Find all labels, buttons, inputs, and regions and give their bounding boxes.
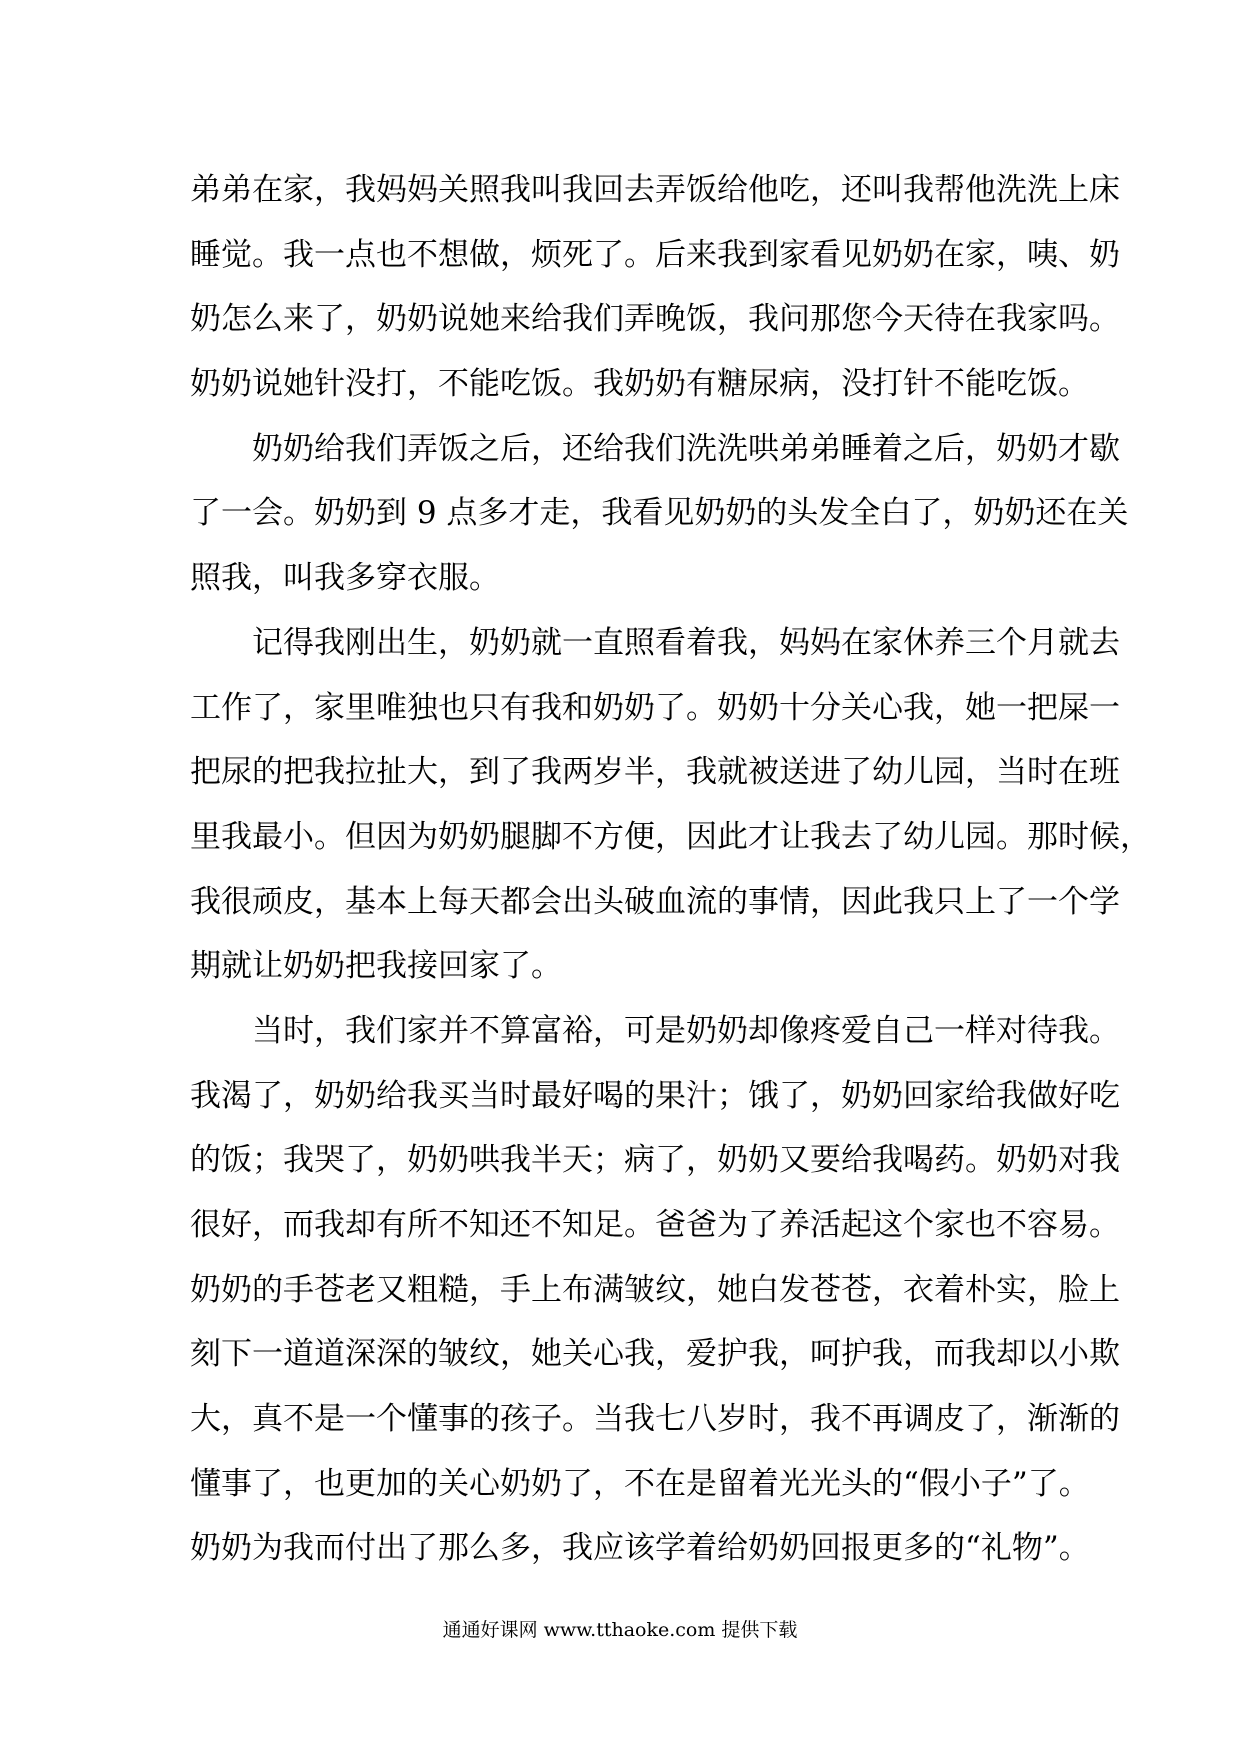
text-line: 工作了，家里唯独也只有我和奶奶了。奶奶十分关心我，她一把屎一: [190, 689, 1120, 726]
text-line: 照我，叫我多穿衣服。: [190, 560, 500, 597]
text-line: 很好，而我却有所不知还不知足。爸爸为了养活起这个家也不容易。: [190, 1207, 1120, 1243]
text-line: 大，真不是一个懂事的孩子。当我七八岁时，我不再调皮了，渐渐的: [190, 1401, 1120, 1438]
essay-body: [190, 158, 1151, 1581]
text-line: 奶奶给我们弄饭之后，还给我们洗洗哄弟弟睡着之后，奶奶才歇: [252, 430, 1120, 467]
text-line: 的饭；我哭了，奶奶哄我半天；病了，奶奶又要给我喝药。奶奶对我: [190, 1142, 1120, 1179]
text-line: 当时，我们家并不算富裕，可是奶奶却像疼爱自己一样对待我。: [252, 1012, 1120, 1049]
text-line: 了一会。奶奶到 9 点多才走，我看见奶奶的头发全白了，奶奶还在关: [190, 495, 1129, 532]
text-line: 记得我刚出生，奶奶就一直照看着我，妈妈在家休养三个月就去: [252, 624, 1120, 661]
text-line: 把尿的把我拉扯大，到了我两岁半，我就被送进了幼儿园，当时在班: [190, 754, 1120, 791]
text-line: 里我最小。但因为奶奶腿脚不方便，因此才让我去了幼儿园。那时候，: [190, 818, 1151, 855]
text-line: 我很顽皮，基本上每天都会出头破血流的事情，因此我只上了一个学: [190, 883, 1120, 920]
text-line: 我渴了，奶奶给我买当时最好喝的果汁；饿了，奶奶回家给我做好吃: [190, 1077, 1120, 1114]
text-line: 刻下一道道深深的皱纹，她关心我，爱护我，呵护我，而我却以小欺: [190, 1336, 1120, 1373]
text-line: 懂事了，也更加的关心奶奶了，不在是留着光光头的“假小子”了。: [190, 1465, 1090, 1502]
text-line: 奶奶的手苍老又粗糙，手上布满皱纹，她白发苍苍，衣着朴实，脸上: [190, 1271, 1120, 1308]
text-line: 奶奶说她针没打，不能吃饭。我奶奶有糖尿病，没打针不能吃饭。: [190, 366, 1089, 403]
text-line: 睡觉。我一点也不想做，烦死了。后来我到家看见奶奶在家，咦、奶: [190, 236, 1120, 273]
text-line: 期就让奶奶把我接回家了。: [190, 948, 562, 985]
text-line: 奶奶为我而付出了那么多，我应该学着给奶奶回报更多的“礼物”。: [190, 1530, 1090, 1567]
page-footer: 通通好课网 www.tthaoke.com 提供下载: [442, 1619, 798, 1641]
text-line: 弟弟在家，我妈妈关照我叫我回去弄饭给他吃，还叫我帮他洗洗上床: [190, 172, 1120, 208]
text-line: 奶怎么来了，奶奶说她来给我们弄晚饭，我问那您今天待在我家吗。: [190, 301, 1120, 338]
